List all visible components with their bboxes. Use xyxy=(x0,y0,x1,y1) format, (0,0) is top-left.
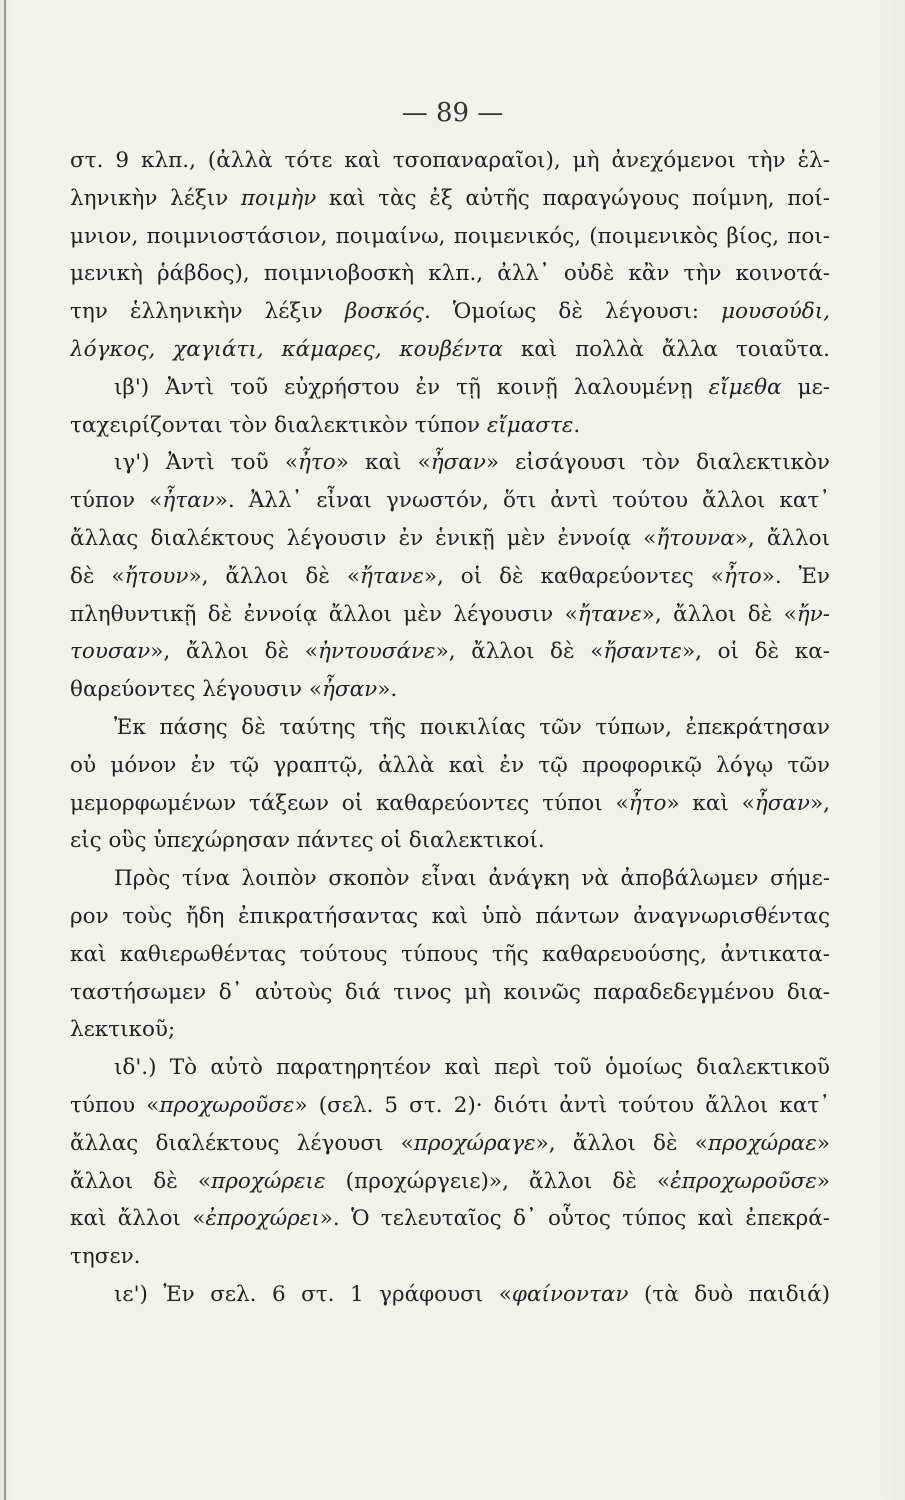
text-line: τησεν. xyxy=(70,1244,141,1270)
text-line: οὐ μόνον ἐν τῷ γραπτῷ, ἀλλὰ καὶ ἐν τῷ προφορικῷ λόγῳ τῶν xyxy=(70,752,830,778)
text-line: μνιον, ποιμνιοστάσιον, ποιμαίνω, ποιμενικός, (ποιμενικὸς βίος, ποι- xyxy=(70,223,830,249)
text-line: Ἐκ πάσης δὲ ταύτης τῆς ποικιλίας τῶν τύπων, ἐπεκράτησαν xyxy=(114,714,830,740)
text-line: δὲ «ἤτουν», ἄλλοι δὲ «ἤτανε», οἱ δὲ καθαρεύοντες «ἦτο». Ἐν xyxy=(70,563,830,589)
text-line: ταχειρίζονται τὸν διαλεκτικὸν τύπον εἴμαστε. xyxy=(70,412,581,438)
text-line: ρον τοὺς ἤδη ἐπικρατήσαντας καὶ ὑπὸ πάντων ἀναγνωρισθέντας xyxy=(70,903,830,929)
text-line: ἄλλοι δὲ «προχώρειε (προχώργειε)», ἄλλοι δὲ «ἐπροχωροῦσε» xyxy=(70,1168,830,1194)
text-line: θαρεύοντες λέγουσιν «ἦσαν». xyxy=(70,677,398,703)
text-line: τουσαν», ἄλλοι δὲ «ἠντουσάνε», ἄλλοι δὲ «ἤσαντε», οἱ δὲ κα- xyxy=(70,639,830,665)
text-line: ταστήσωμεν δ᾽ αὐτοὺς διά τινος μὴ κοινῶς παραδεδεγμένου δια- xyxy=(70,979,830,1005)
page-edge xyxy=(4,0,6,1500)
text-line: καὶ ἄλλοι «ἐπροχώρει». Ὁ τελευταῖος δ᾽ οὗτος τύπος καὶ ἐπεκρά- xyxy=(70,1206,830,1232)
text-line: μενικὴ ῥάβδος), ποιμνιοβοσκὴ κλπ., ἀλλ᾽ οὐδὲ κἂν τὴν κοινοτά- xyxy=(70,261,830,287)
body-text xyxy=(70,142,830,1314)
text-line: ιδ'.) Τὸ αὐτὸ παρατηρητέον καὶ περὶ τοῦ ὁμοίως διαλεκτικοῦ xyxy=(114,1055,830,1081)
text-line: καὶ καθιερωθέντας τούτους τύπους τῆς καθαρευούσης, ἀντικατα- xyxy=(70,941,830,967)
text-line: μεμορφωμένων τάξεων οἱ καθαρεύοντες τύποι «ἦτο» καὶ «ἦσαν», xyxy=(70,790,830,816)
text-line: τύπου «προχωροῦσε» (σελ. 5 στ. 2)· διότι ἀντὶ τούτου ἄλλοι κατ᾽ xyxy=(70,1092,830,1118)
text-line: Πρὸς τίνα λοιπὸν σκοπὸν εἶναι ἀνάγκη νὰ ἀποβάλωμεν σήμε- xyxy=(114,866,830,892)
text-line: ἄλλας διαλέκτους λέγουσιν ἐν ἑνικῇ μὲν ἐννοίᾳ «ἤτουνα», ἄλλοι xyxy=(70,525,830,551)
text-line: ιε') Ἐν σελ. 6 στ. 1 γράφουσι «φαίνονταν (τὰ δυὸ παιδιά) xyxy=(114,1281,830,1307)
text-line: εἰς οὓς ὑπεχώρησαν πάντες οἱ διαλεκτικοί. xyxy=(70,828,545,854)
text-line: ιγ') Ἀντὶ τοῦ «ἦτο» καὶ «ἦσαν» εἰσάγουσι τὸν διαλεκτικὸν xyxy=(114,450,830,476)
text-line: ληνικὴν λέξιν ποιμὴν καὶ τὰς ἐξ αὐτῆς παραγώγους ποίμνη, ποί- xyxy=(70,185,830,211)
text-line: λεκτικοῦ; xyxy=(70,1017,176,1043)
text-line: ἄλλας διαλέκτους λέγουσι «προχώραγε», ἄλλοι δὲ «προχώραε» xyxy=(70,1130,830,1156)
text-line: ιβ') Ἀντὶ τοῦ εὐχρήστου ἐν τῇ κοινῇ λαλουμένῃ εἴμεθα με- xyxy=(114,374,830,400)
text-line: πληθυντικῇ δὲ ἐννοίᾳ ἄλλοι μὲν λέγουσιν «ἤτανε», ἄλλοι δὲ «ἤν- xyxy=(70,601,830,627)
text-line: τύπον «ἦταν». Ἀλλ᾽ εἶναι γνωστόν, ὅτι ἀντὶ τούτου ἄλλοι κατ᾽ xyxy=(70,488,830,514)
page-number: — 89 — xyxy=(401,98,504,128)
text-line: λόγκος, χαγιάτι, κάμαρες, κουβέντα καὶ πολλὰ ἄλλα τοιαῦτα. xyxy=(70,336,830,362)
text-line: την ἑλληνικὴν λέξιν βοσκός. Ὁμοίως δὲ λέγουσι: μουσούδι, xyxy=(70,299,830,325)
text-line: στ. 9 κλπ., (ἀλλὰ τότε καὶ τσοπαναραῖοι), μὴ ἀνεχόμενοι τὴν ἑλ- xyxy=(70,148,830,173)
